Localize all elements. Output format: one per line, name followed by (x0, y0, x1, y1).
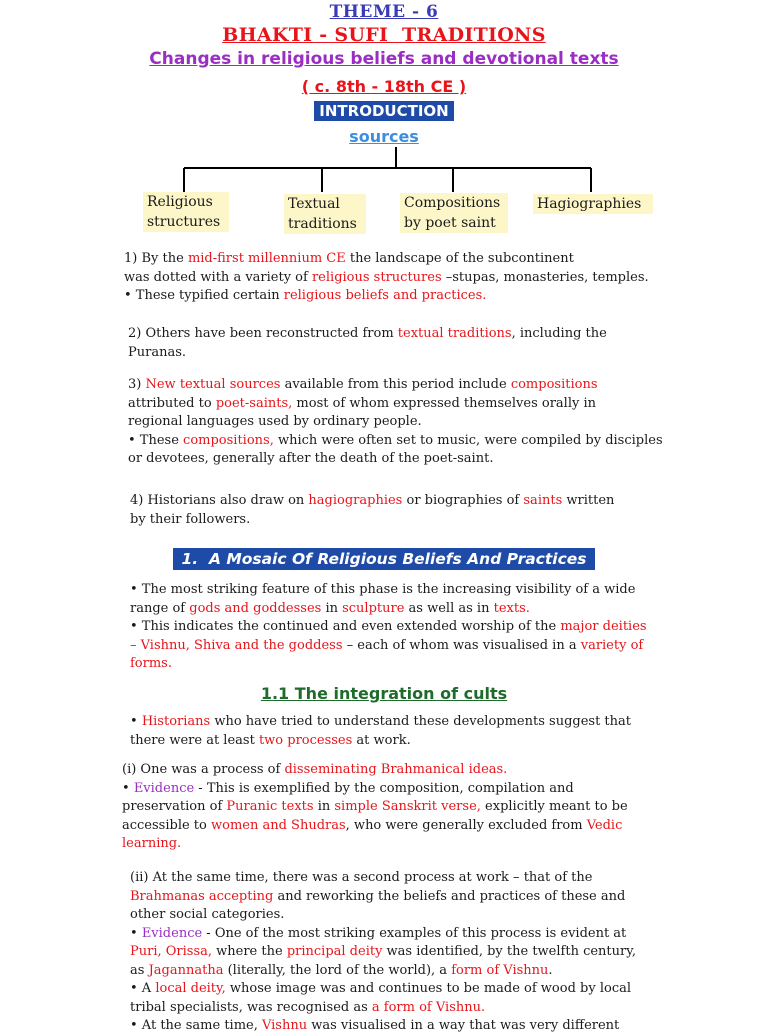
text: as well as in (404, 600, 494, 616)
sources-heading: sources (349, 127, 419, 146)
highlight: poet-saints, (215, 395, 293, 411)
source-box-textual-traditions (284, 194, 366, 234)
text: tribal specialists, was recognised as (130, 999, 372, 1015)
source-box-religious-structures (143, 192, 229, 232)
highlight: texts. (493, 600, 530, 616)
section-1-1-para-3 (130, 869, 670, 1036)
text: at work. (352, 732, 411, 748)
text: , who were generally excluded from (345, 817, 587, 833)
text: available from this period include (280, 377, 511, 392)
text: • These (128, 432, 184, 448)
intro-para-1 (124, 250, 664, 306)
highlight: Historians (141, 714, 211, 729)
highlight: major deities (560, 619, 647, 634)
text: whose image was and continues to be made of wood by local (225, 981, 632, 996)
text: by their followers. (130, 511, 251, 527)
sources-tree-connectors (0, 0, 768, 200)
highlight: Puranic texts (226, 799, 314, 814)
text: the landscape of the subcontinent (345, 251, 574, 266)
box-line: Textual (288, 196, 340, 212)
highlight: variety of (580, 637, 644, 653)
highlight: Vedic (586, 817, 623, 833)
source-box-hagiographies (533, 194, 653, 214)
text: where the (212, 944, 287, 959)
text: was identified, by the twelfth century, (382, 944, 636, 959)
text: • This indicates the continued and even extended worship of the (130, 619, 561, 634)
text: or biographies of (402, 493, 524, 508)
text: – each of whom was visualised in a (342, 637, 581, 653)
intro-para-2 (128, 325, 648, 362)
text: • (122, 780, 134, 796)
section-1-1-heading: 1.1 The integration of cults (260, 684, 508, 703)
box-line: structures (147, 214, 221, 230)
highlight: gods and goddesses (189, 600, 322, 616)
box-line: Hagiographies (537, 196, 642, 212)
section-1-banner (0, 548, 768, 570)
text: • At the same time, (130, 1018, 262, 1033)
text: By the (137, 251, 188, 266)
highlight: two processes (258, 732, 353, 748)
text: most of whom expressed themselves orally in (292, 395, 596, 411)
text: in (313, 799, 335, 814)
text: • A (130, 981, 156, 996)
text: (literally, the lord of the world), a (223, 962, 452, 978)
text: there were at least (130, 732, 259, 748)
text: • (130, 925, 142, 941)
text: 2) Others have been reconstructed from (128, 326, 398, 341)
highlight: compositions (510, 377, 598, 392)
highlight: simple Sanskrit verse, (334, 799, 481, 814)
introduction-label: INTRODUCTION (314, 101, 453, 121)
text: • (130, 714, 142, 729)
text: range of (130, 600, 190, 616)
highlight: a form of Vishnu. (371, 999, 486, 1015)
box-line: Compositions (404, 195, 501, 211)
highlight: textual traditions (397, 326, 512, 341)
text: . (548, 962, 553, 978)
text: - One of the most striking examples of this process is evident at (202, 925, 627, 941)
highlight: New textual sources (145, 377, 281, 392)
text: Puranas. (128, 344, 187, 360)
box-line: by poet saint (404, 215, 496, 231)
text: in (321, 600, 343, 616)
evidence-label: Evidence (141, 925, 203, 941)
text: attributed to (128, 395, 216, 411)
highlight: local deity, (155, 981, 226, 996)
highlight: religious structures (311, 269, 442, 285)
text: - This is exemplified by the composition, compilation and (194, 780, 574, 796)
text: regional languages used by ordinary people. (128, 414, 422, 429)
highlight: religious beliefs and practices. (283, 288, 487, 303)
box-line: Religious (147, 194, 213, 210)
text: and reworking the beliefs and practices of these and (273, 888, 626, 904)
text: was visualised in a way that was very different (307, 1018, 620, 1033)
text: (i) One was a process of (122, 762, 285, 777)
highlight: mid-first millennium CE (187, 251, 346, 266)
section-1-1-para-2 (122, 761, 662, 854)
text: preservation of (122, 799, 227, 814)
highlight: learning. (122, 836, 182, 851)
text: –stupas, monasteries, temples. (441, 269, 649, 285)
text: written (562, 493, 615, 508)
intro-para-3 (128, 376, 668, 469)
highlight: Puri, Orissa, (130, 944, 213, 959)
text: as (130, 962, 149, 978)
page-title: BHAKTI - SUFI TRADITIONS (222, 24, 546, 46)
box-line: traditions (288, 216, 357, 232)
highlight: hagiographies (308, 493, 403, 508)
para-number: 1) (124, 251, 138, 266)
text: 3) (128, 377, 146, 392)
highlight: form of Vishnu (451, 962, 549, 978)
text: or devotees, generally after the death of the poet-saint. (128, 451, 494, 466)
page-subtitle: Changes in religious beliefs and devotional texts (149, 49, 619, 69)
text: , including the (511, 326, 607, 341)
text: other social categories. (130, 907, 285, 922)
text: accessible to (122, 817, 211, 833)
text: • The most striking feature of this phase is the increasing visibility of a wide (130, 582, 636, 597)
text: explicitly meant to be (480, 799, 628, 814)
text: (ii) At the same time, there was a second process at work – that of the (130, 870, 593, 885)
text: which were often set to music, were compiled by disciples (273, 432, 663, 448)
highlight: disseminating Brahmanical ideas. (284, 762, 508, 777)
text: • These typified certain (124, 288, 284, 303)
highlight: women and Shudras (211, 817, 346, 833)
highlight: saints (523, 493, 563, 508)
source-box-compositions (400, 193, 508, 233)
text: was dotted with a variety of (124, 269, 312, 285)
highlight: Vishnu (261, 1018, 308, 1033)
evidence-label: Evidence (133, 780, 195, 796)
highlight: – Vishnu, Shiva and the goddess (130, 637, 343, 653)
highlight: principal deity (286, 944, 383, 959)
highlight: Brahmanas accepting (130, 888, 274, 904)
highlight: forms. (130, 656, 172, 671)
section-1-para (130, 581, 650, 674)
period-label: ( c. 8th - 18th CE ) (301, 77, 467, 96)
theme-label: THEME - 6 (329, 2, 439, 22)
text: 4) Historians also draw on (130, 493, 309, 508)
section-1-heading: 1. A Mosaic Of Religious Beliefs And Practices (173, 548, 594, 570)
highlight: Jagannatha (148, 962, 224, 978)
highlight: compositions, (183, 432, 274, 448)
intro-para-4 (130, 492, 650, 529)
section-1-1-para-1 (130, 713, 650, 750)
text: who have tried to understand these developments suggest that (210, 714, 632, 729)
highlight: sculpture (342, 600, 405, 616)
